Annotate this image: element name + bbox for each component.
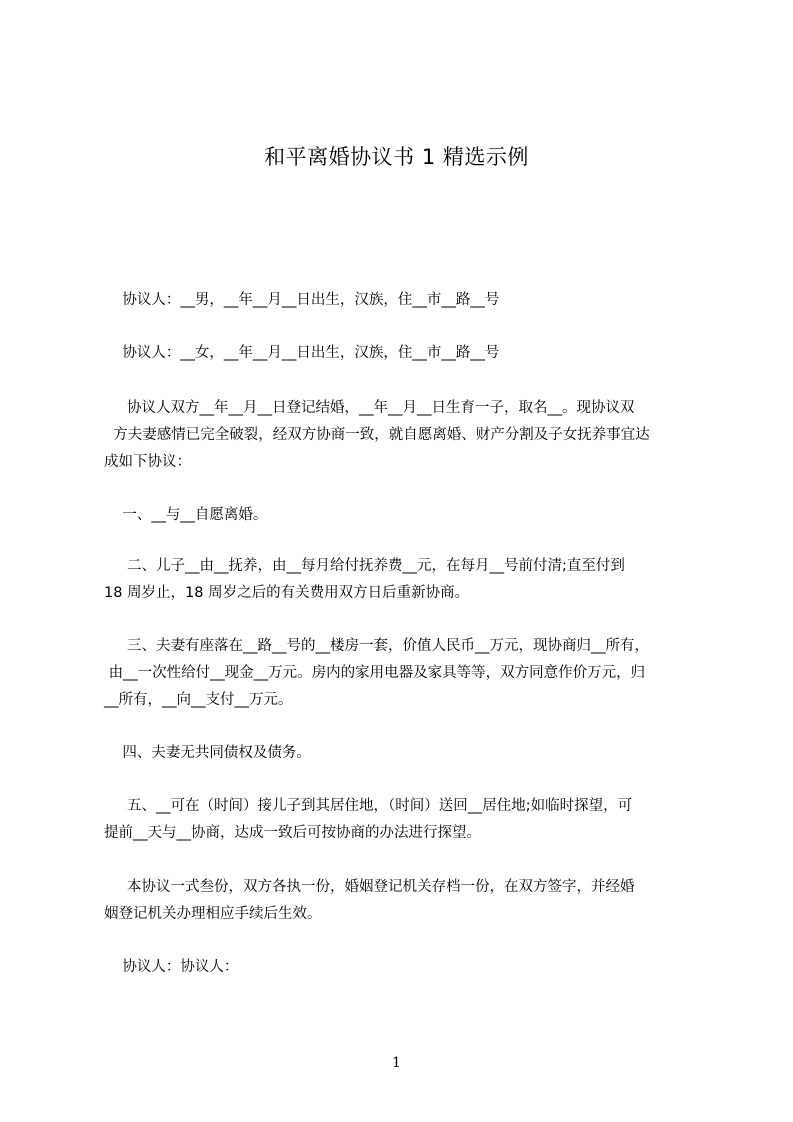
- document-title: 和平离婚协议书 1 精选示例: [264, 145, 529, 169]
- intro-line-2: 方夫妻感情已完全破裂，经双方协商一致，就自愿离婚、财产分割及子女抚养事宜达: [104, 427, 650, 443]
- effect-paragraph: [104, 874, 702, 928]
- party-1-text: 协议人：__男，__年__月__日出生，汉族，住__市__路__号: [104, 292, 500, 308]
- clause-5-line-2: 提前__天与__协商，达成一致后可按协商的办法进行探望。: [104, 825, 481, 841]
- party-1-line: [104, 287, 702, 314]
- clause-1-text: 一、__与__自愿离婚。: [104, 507, 268, 523]
- effect-line-2: 姻登记机关办理相应手续后生效。: [104, 906, 322, 922]
- intro-paragraph: [104, 395, 702, 476]
- party-2-text: 协议人：__女，__年__月__日出生，汉族，住__市__路__号: [104, 345, 500, 361]
- clause-4-text: 四、夫妻无共同债权及债务。: [104, 745, 311, 761]
- party-2-line: [104, 340, 702, 367]
- signature-line: [104, 954, 702, 981]
- clause-2-paragraph: [104, 553, 702, 607]
- intro-line-1: 协议人双方__年__月__日登记结婚，__年__月__日生育一子，取名__。现协议双: [104, 400, 635, 416]
- page-number: 1: [392, 1055, 401, 1071]
- clause-2-line-2: 18 周岁止，18 周岁之后的有关费用双方日后重新协商。: [104, 585, 470, 601]
- clause-3-line-2: 由__一次性给付__现金__万元。房内的家用电器及家具等等，双方同意作价万元，归: [104, 665, 646, 681]
- clause-3-line-1: 三、夫妻有座落在__路__号的__楼房一套，价值人民币__万元，现协商归__所有，: [104, 638, 650, 654]
- clause-2-line-1: 二、儿子__由__抚养，由__每月给付抚养费__元，在每月__号前付清;直至付到: [104, 558, 625, 574]
- effect-line-1: 本协议一式叁份，双方各执一份，婚姻登记机关存档一份，在双方签字，并经婚: [104, 879, 635, 895]
- clause-3-line-3: __所有，__向__支付__万元。: [104, 692, 293, 708]
- clause-5-line-1: 五、__可在（时间）接儿子到其居住地，（时间）送回__居住地;如临时探望，可: [104, 798, 633, 814]
- clause-3-paragraph: [104, 633, 702, 714]
- clause-1-paragraph: [104, 502, 702, 529]
- signature-text: 协议人：协议人：: [104, 959, 239, 975]
- intro-line-3: 成如下协议：: [104, 454, 191, 470]
- clause-5-paragraph: [104, 793, 702, 847]
- clause-4-paragraph: [104, 740, 702, 767]
